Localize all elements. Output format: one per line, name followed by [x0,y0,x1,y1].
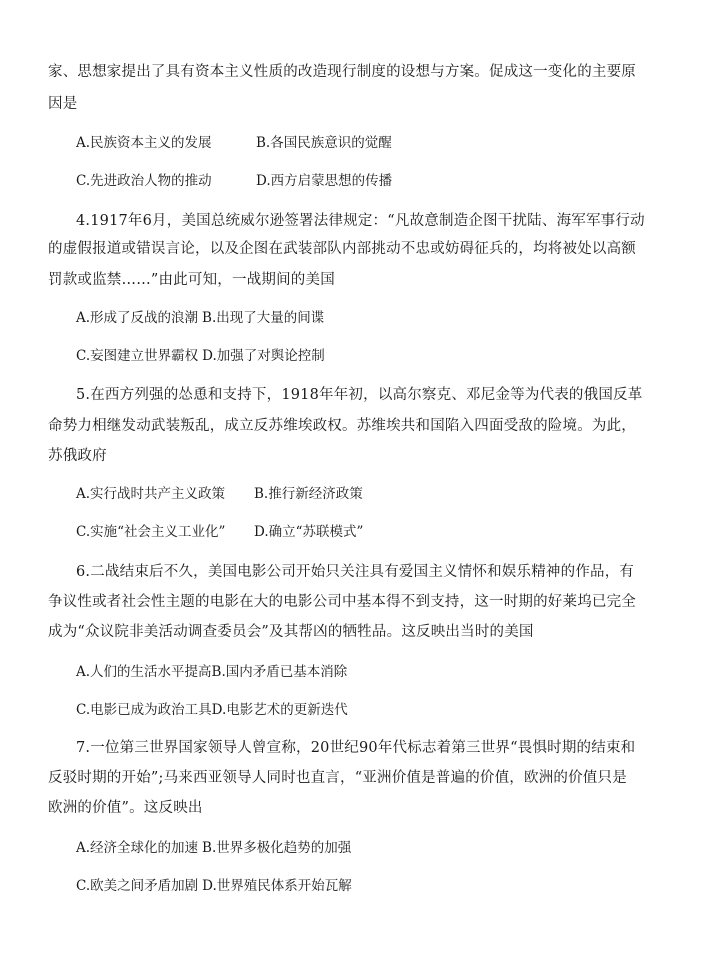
q6-option-a: A.人们的生活水平提高 [76,664,212,680]
q3-stem-line-2: 因是 [48,96,78,112]
q4-option-c: C.妄图建立世界霸权 [76,348,199,364]
q3-options-row-2 [76,171,392,191]
q7-option-a: A.经济全球化的加速 [76,840,199,856]
q7-option-b: B.世界多极化趋势的加强 [202,840,352,856]
q4-option-d: D.加强了对舆论控制 [202,348,325,364]
q6-option-b: B.国内矛盾已基本消除 [211,664,348,680]
q5-options-row-2 [76,522,363,542]
q3-option-b: B.各国民族意识的觉醒 [256,135,392,151]
q3-option-a: A.民族资本主义的发展 [76,135,212,151]
q4-stem-line-3: 罚款或监禁……”由此可知，一战期间的美国 [48,272,335,288]
q5-options-row-1 [76,484,363,504]
q4-option-b: B.出现了大量的间谍 [202,310,325,326]
q5-stem-line-2: 命势力相继发动武装叛乱，成立反苏维埃政权。苏维埃共和国陷入四面受敌的险境。为此， [48,418,636,434]
q4-stem-line-1: 4.1917年6月，美国总统威尔逊签署法律规定：“凡故意制造企图干扰陆、海军军事行动 [76,213,645,229]
q7-stem-line-3: 欧洲的价值”。这反映出 [48,800,203,816]
q5-option-d: D.确立“苏联模式” [254,524,364,540]
q7-stem-line-2: 反驳时期的开始”;马来西亚领导人同时也直言，“亚洲价值是普遍的价值，欧洲的价值只是 [48,770,627,786]
q6-stem-line-3: 成为“众议院非美活动调查委员会”及其帮凶的牺牲品。这反映出当时的美国 [48,624,534,640]
q5-stem-line-1: 5.在西方列强的怂恿和支持下，1918年年初，以高尔察克、邓尼金等为代表的俄国反革 [76,387,643,403]
q7-option-c: C.欧美之间矛盾加剧 [76,878,199,894]
q5-option-c: C.实施“社会主义工业化” [76,524,226,540]
q4-stem-line-2: 的虚假报道或错误言论，以及企图在武装部队内部挑动不忠或妨碍征兵的，均将被处以高额 [48,241,636,257]
q6-stem-line-1: 6.二战结束后不久，美国电影公司开始只关注具有爱国主义情怀和娱乐精神的作品，有 [76,564,635,580]
q3-option-c: C.先进政治人物的推动 [76,173,212,189]
q4-option-a: A.形成了反战的浪潮 [76,310,199,326]
q4-options-row-1 [76,308,324,328]
q6-options-row-2 [76,700,348,720]
q6-options-row-1 [76,662,347,682]
q6-option-c: C.电影已成为政治工具 [76,702,212,718]
q7-stem-line-1: 7.一位第三世界国家领导人曾宣称，20世纪90年代标志着第三世界“畏惧时期的结束和 [76,740,636,756]
q7-options-row-2 [76,876,352,896]
q6-stem-line-2: 争议性或者社会性主题的电影在大的电影公司中基本得不到支持，这一时期的好莱坞已完全 [48,594,636,610]
q3-options-row-1 [76,133,392,153]
q7-options-row-1 [76,838,351,858]
q4-options-row-2 [76,346,325,366]
q5-option-b: B.推行新经济政策 [254,486,363,502]
q5-stem-line-3: 苏俄政府 [48,448,107,464]
q3-option-d: D.西方启蒙思想的传播 [256,173,393,189]
q6-option-d: D.电影艺术的更新迭代 [211,702,348,718]
q3-stem-line-1: 家、思想家提出了具有资本主义性质的改造现行制度的设想与方案。促成这一变化的主要原 [48,64,636,80]
q7-option-d: D.世界殖民体系开始瓦解 [202,878,352,894]
q5-option-a: A.实行战时共产主义政策 [76,486,226,502]
